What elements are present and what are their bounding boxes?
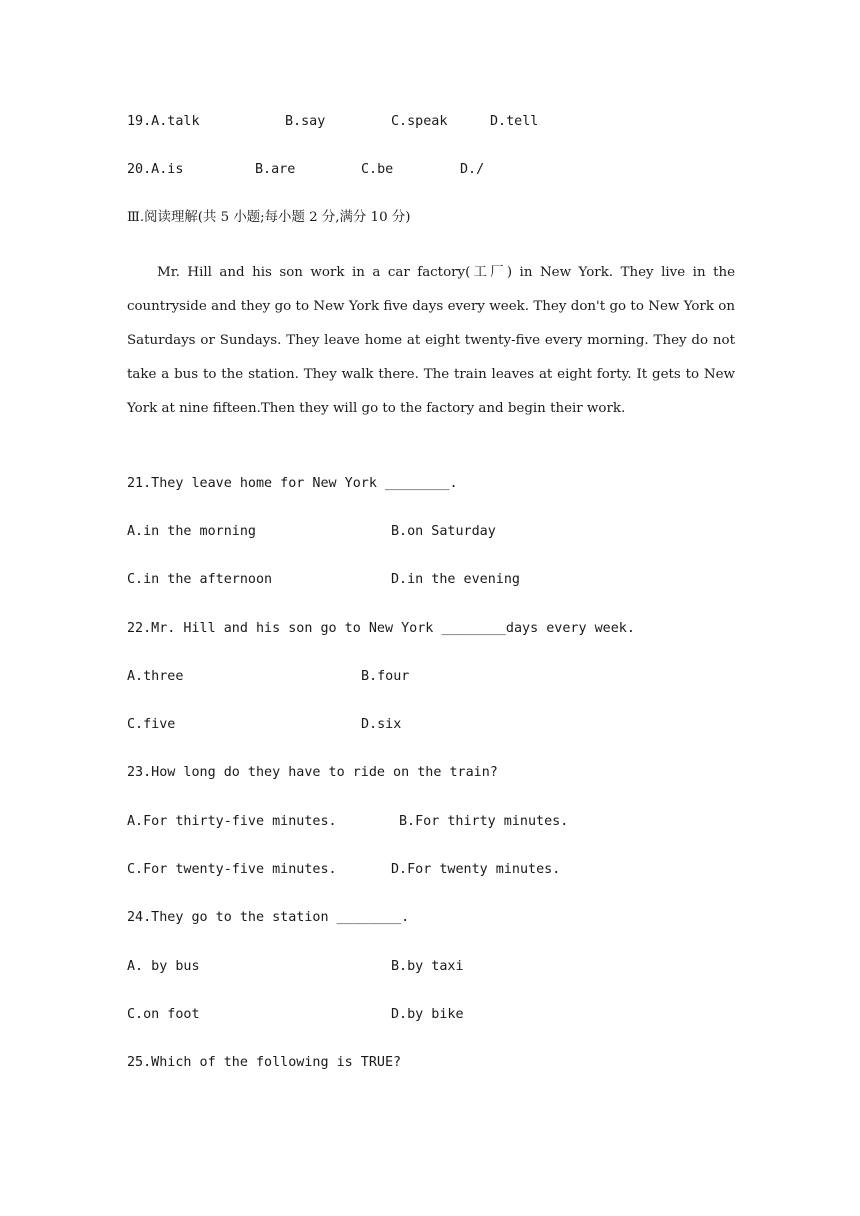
q19-option-b: B.say — [285, 114, 326, 129]
q23-option-c: C.For twenty-five minutes. — [127, 862, 337, 877]
q21-option-d: D.in the evening — [391, 572, 520, 587]
q23-option-a: A.For thirty-five minutes. — [127, 814, 337, 829]
q22-option-b: B.four — [361, 669, 410, 684]
q23-option-b: B.For thirty minutes. — [399, 814, 569, 829]
q25-stem: 25.Which of the following is TRUE? — [127, 1055, 402, 1070]
q19-option-c: C.speak — [391, 114, 448, 129]
q24-option-a: A. by bus — [127, 959, 200, 974]
q24-option-b: B.by taxi — [391, 959, 464, 974]
q23-option-d: D.For twenty minutes. — [391, 862, 561, 877]
q24-stem: 24.They go to the station ________. — [127, 910, 410, 925]
q23-stem: 23.How long do they have to ride on the train? — [127, 765, 498, 780]
q20-option-b: B.are — [255, 162, 296, 177]
q24-option-d: D.by bike — [391, 1007, 464, 1022]
q19-option-d: D.tell — [490, 114, 539, 129]
q22-option-a: A.three — [127, 669, 184, 684]
q21-option-a: A.in the morning — [127, 524, 256, 539]
section-heading: Ⅲ.阅读理解(共 5 小题;每小题 2 分,满分 10 分) — [127, 210, 411, 225]
reading-passage: Mr. Hill and his son work in a car factory(工厂) in New York. They live in the countryside and they go to New York five days every week. They don't go to New York on Saturdays or Sundays. They leave home at eight twenty-five every morning. They do not take a bus to the station. They walk there. The train leaves at eight forty. It gets to New York at nine fifteen.Then they will go to the factory and begin their work. — [127, 265, 735, 416]
q24-option-c: C.on foot — [127, 1007, 200, 1022]
q22-option-c: C.five — [127, 717, 176, 732]
q20-option-d: D./ — [460, 162, 485, 177]
q20-option-c: C.be — [361, 162, 394, 177]
q22-stem: 22.Mr. Hill and his son go to New York ________days every week. — [127, 621, 635, 636]
q20-option-a: 20.A.is — [127, 162, 184, 177]
q19-option-a: 19.A.talk — [127, 114, 200, 129]
q22-option-d: D.six — [361, 717, 402, 732]
q21-option-b: B.on Saturday — [391, 524, 496, 539]
q21-option-c: C.in the afternoon — [127, 572, 273, 587]
q21-stem: 21.They leave home for New York ________. — [127, 476, 458, 491]
